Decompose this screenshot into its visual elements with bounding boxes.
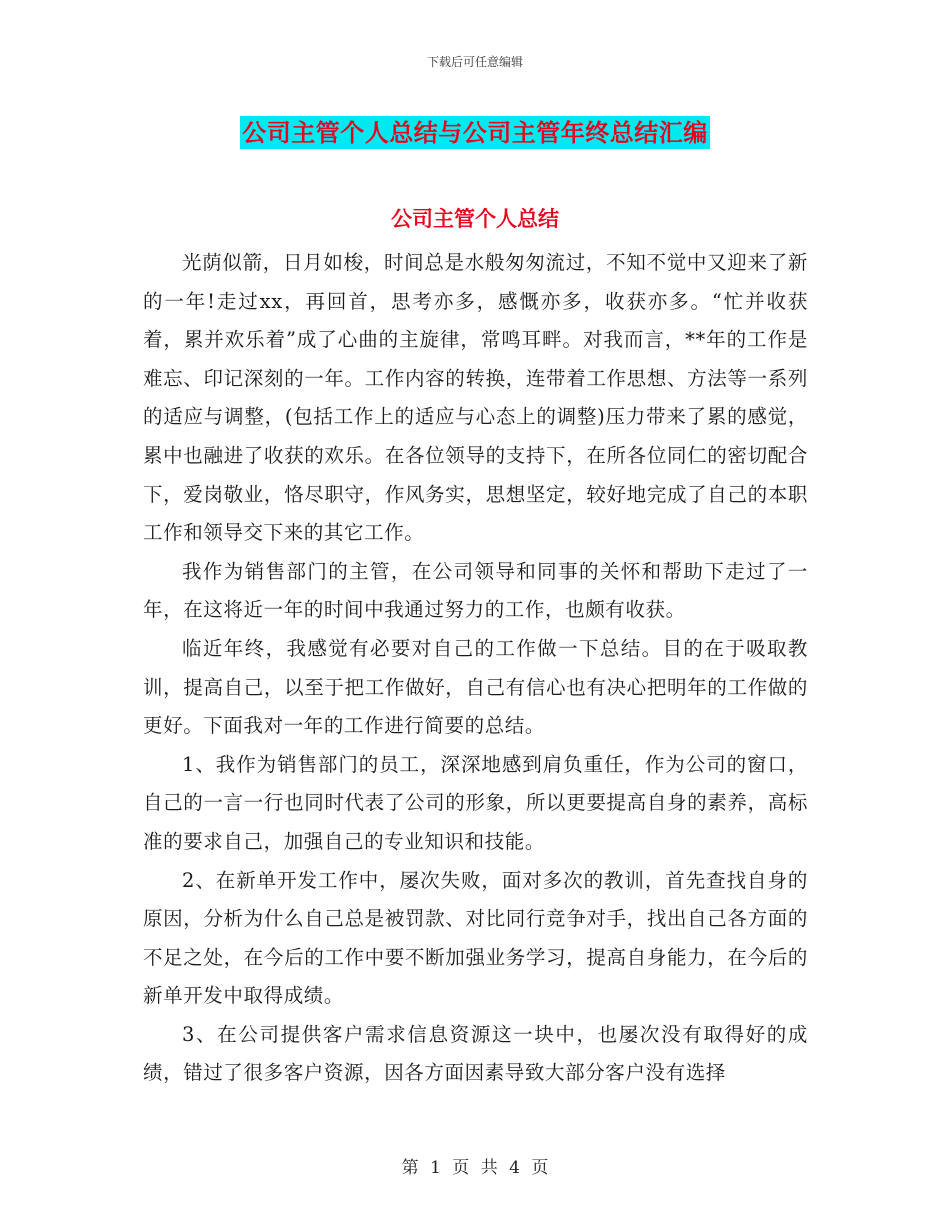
section-title: 公司主管个人总结	[391, 206, 559, 231]
paragraph: 1、我作为销售部门的员工，深深地感到肩负重任，作为公司的窗口，自己的一言一行也同时代表了公司的形象，所以更要提高自身的素养，高标准的要求自己，加强自己的专业知识和技能。	[143, 752, 808, 853]
paragraph: 光荫似箭，日月如梭，时间总是水般匆匆流过，不知不觉中又迎来了新的一年!走过xx，再回首，思考亦多，感慨亦多，收获亦多。“忙并收获着，累并欢乐着”成了心曲的主旋律，常鸣耳畔。对我而言，**年的工作是难忘、印记深刻的一年。工作内容的转换，连带着工作思想、方法等一系列的适应与调整，(包括工作上的适应与心态上的调整)压力带来了累的感觉，累中也融进了收获的欢乐。在各位领导的支持下，在所各位同仁的密切配合下，爱岗敬业，恪尽职守，作风务实，思想坚定，较好地完成了自己的本职工作和领导交下来的其它工作。	[143, 251, 808, 545]
paragraph: 我作为销售部门的主管，在公司领导和同事的关怀和帮助下走过了一年，在这将近一年的时间中我通过努力的工作，也颇有收获。	[143, 559, 808, 622]
document-title-text: 公司主管个人总结与公司主管年终总结汇编	[242, 118, 708, 147]
paragraph: 临近年终，我感觉有必要对自己的工作做一下总结。目的在于吸取教训，提高自己，以至于把工作做好，自己有信心也有决心把明年的工作做的更好。下面我对一年的工作进行简要的总结。	[143, 636, 808, 738]
page-header-note: 下载后可任意编辑	[426, 55, 523, 69]
paragraph: 3、在公司提供客户需求信息资源这一块中，也屡次没有取得好的成绩，错过了很多客户资源，因各方面因素导致大部分客户没有选择	[143, 1022, 808, 1085]
document-title	[0, 113, 950, 148]
page-footer: 第 1 页 共 4 页	[401, 1158, 549, 1178]
paragraph: 2、在新单开发工作中，屡次失败，面对多次的教训，首先查找自身的原因，分析为什么自己总是被罚款、对比同行竞争对手，找出自己各方面的不足之处，在今后的工作中要不断加强业务学习，提高自身能力，在今后的新单开发中取得成绩。	[143, 868, 808, 1008]
document-body	[143, 244, 808, 1093]
